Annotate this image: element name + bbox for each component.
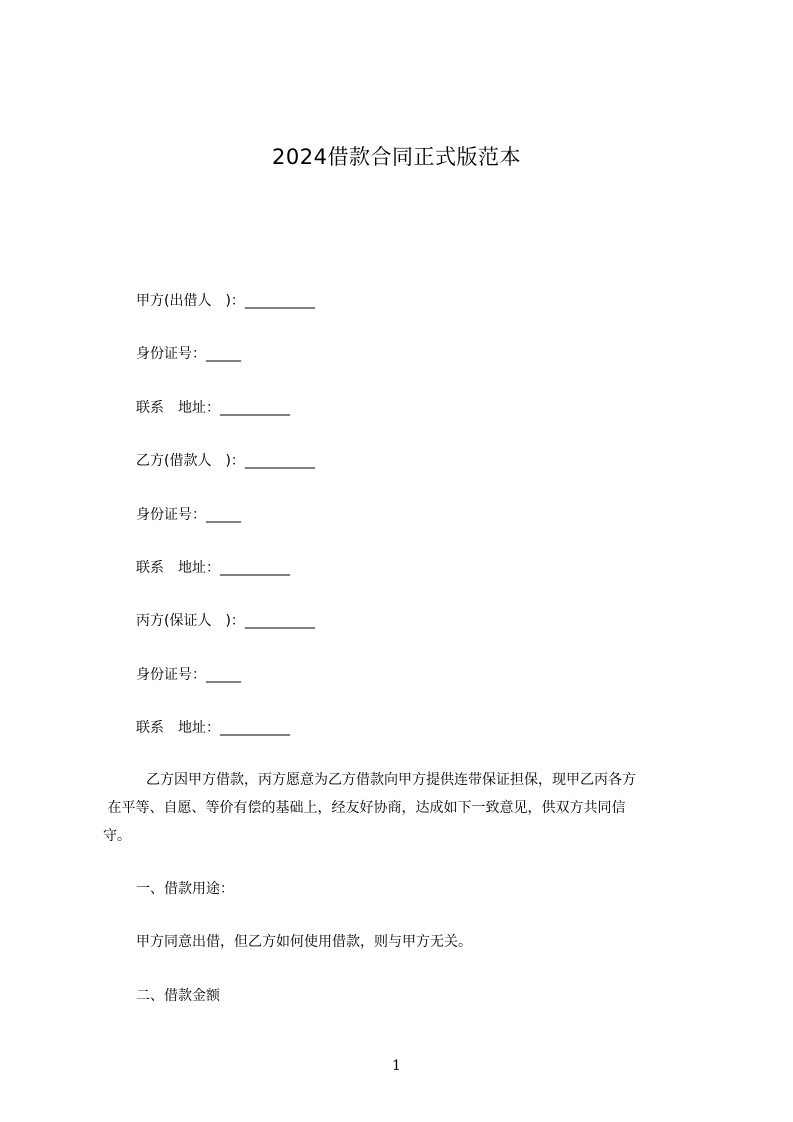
intro-paragraph-line-3: 守。 <box>103 828 131 844</box>
lender-name-field: 甲方(出借人 )：__________ <box>136 293 315 309</box>
guarantor-address-field: 联系 地址：__________ <box>136 720 290 736</box>
borrower-id-field: 身份证号：_____ <box>136 507 241 523</box>
intro-paragraph-line-1: 乙方因甲方借款，丙方愿意为乙方借款向甲方提供连带保证担保，现甲乙丙各方 <box>146 772 636 788</box>
section-2-heading: 二、借款金额 <box>136 988 220 1004</box>
lender-id-field: 身份证号：_____ <box>136 346 241 362</box>
section-1-body: 甲方同意出借，但乙方如何使用借款，则与甲方无关。 <box>136 934 472 950</box>
borrower-name-field: 乙方(借款人 )：__________ <box>136 453 315 469</box>
lender-address-field: 联系 地址：__________ <box>136 400 290 416</box>
page-number: 1 <box>392 1058 401 1074</box>
borrower-address-field: 联系 地址：__________ <box>136 560 290 576</box>
section-1-heading: 一、借款用途： <box>136 881 234 897</box>
intro-paragraph-line-2: 在平等、自愿、等价有偿的基础上，经友好协商，达成如下一致意见，供双方共同信 <box>103 800 626 816</box>
document-title: 2024借款合同正式版范本 <box>272 145 521 169</box>
guarantor-name-field: 丙方(保证人 )：__________ <box>136 613 315 629</box>
guarantor-id-field: 身份证号：_____ <box>136 667 241 683</box>
